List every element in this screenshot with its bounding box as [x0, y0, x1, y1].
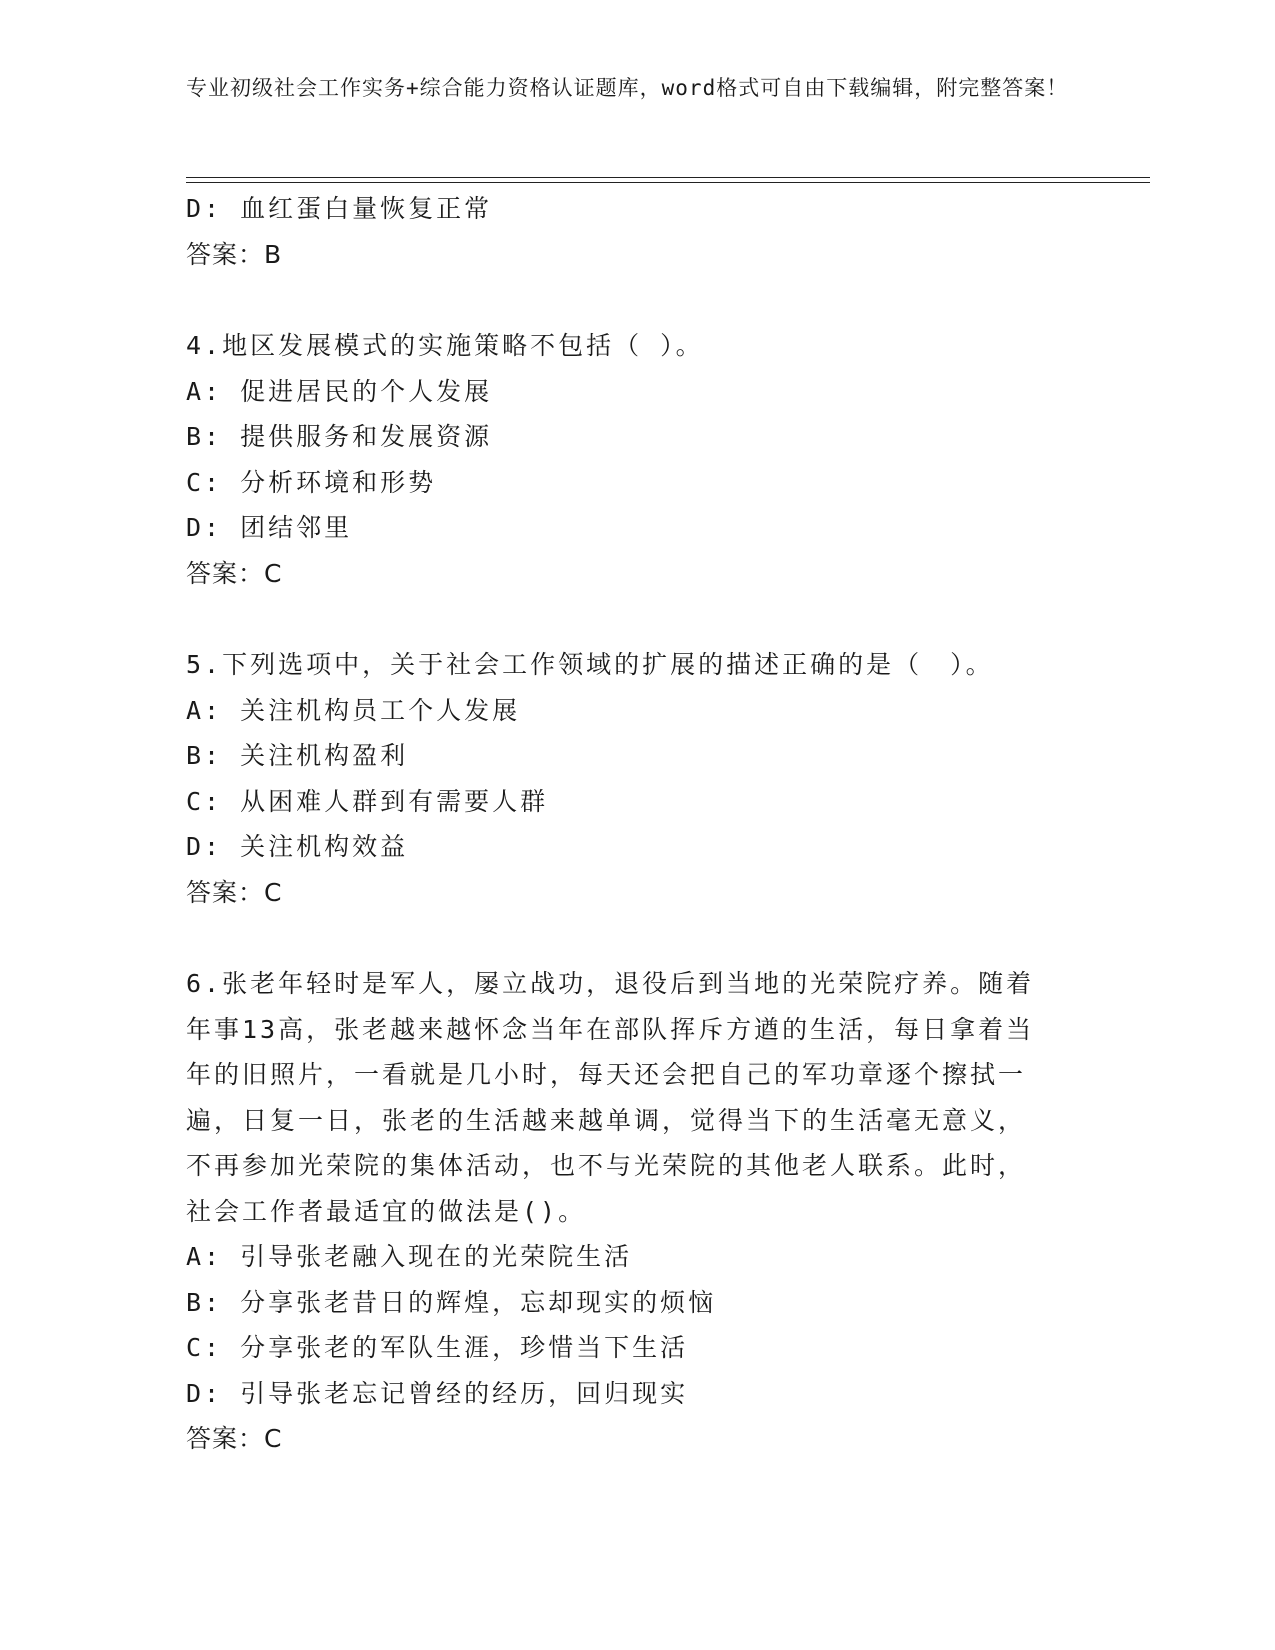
answer-value: C	[264, 558, 283, 588]
document-header: 专业初级社会工作实务+综合能力资格认证题库，word格式可自由下载编辑，附完整答案！	[186, 76, 1069, 100]
option-a: A: 关注机构员工个人发展	[186, 695, 521, 725]
question-4	[186, 323, 1086, 596]
option-b: B: 分享张老昔日的辉煌，忘却现实的烦恼	[186, 1287, 717, 1317]
option-c: C: 分享张老的军队生涯，珍惜当下生活	[186, 1333, 689, 1362]
answer-value: C	[264, 877, 283, 907]
question-stem-line: 年事13高，张老越来越怀念当年在部队挥斥方遒的生活，每日拿着当	[186, 1014, 1035, 1044]
question-answer	[186, 1416, 1086, 1462]
option-d: D: 团结邻里	[186, 513, 353, 542]
option-d: D: 关注机构效益	[186, 832, 409, 861]
question-answer	[186, 870, 1086, 916]
question-5	[186, 642, 1086, 915]
option-b: B: 关注机构盈利	[186, 741, 409, 770]
answer-value: B	[264, 239, 283, 269]
question-stem-line: 不再参加光荣院的集体活动，也不与光荣院的其他老人联系。此时，	[186, 1151, 1027, 1180]
document-body	[186, 186, 1086, 1462]
header-divider-bottom	[186, 182, 1150, 183]
option-a: A: 引导张老融入现在的光荣院生活	[186, 1242, 633, 1271]
question-stem: 4.地区发展模式的实施策略不包括（ ）。	[186, 331, 704, 360]
answer-label: 答案：	[186, 239, 265, 269]
option-d: D: 引导张老忘记曾经的经历，回归现实	[186, 1378, 689, 1408]
question-stem-line: 社会工作者最适宜的做法是()。	[186, 1196, 587, 1226]
spacer	[186, 277, 1086, 323]
option-c: C: 从困难人群到有需要人群	[186, 786, 549, 816]
answer-label: 答案：	[186, 558, 265, 588]
question-stem-line: 年的旧照片，一看就是几小时，每天还会把自己的军功章逐个擦拭一	[186, 1060, 1027, 1089]
question-stem-line: 遍，日复一日，张老的生活越来越单调，觉得当下的生活毫无意义，	[186, 1105, 1027, 1135]
question-stem: 5.下列选项中，关于社会工作领域的扩展的描述正确的是（ ）。	[186, 650, 994, 679]
answer-label: 答案：	[186, 1424, 265, 1453]
spacer	[186, 596, 1086, 642]
spacer	[186, 915, 1086, 961]
prev-answer	[186, 232, 1086, 278]
answer-label: 答案：	[186, 877, 265, 907]
prev-option-d: D: 血红蛋白量恢复正常	[186, 194, 493, 223]
header-divider-top	[186, 177, 1150, 178]
question-6	[186, 961, 1086, 1462]
option-b: B: 提供服务和发展资源	[186, 422, 493, 451]
question-stem-line: 6.张老年轻时是军人，屡立战功，退役后到当地的光荣院疗养。随着	[186, 969, 1035, 998]
answer-value: C	[264, 1424, 283, 1453]
question-answer	[186, 551, 1086, 597]
option-a: A: 促进居民的个人发展	[186, 376, 493, 406]
option-c: C: 分析环境和形势	[186, 467, 437, 497]
